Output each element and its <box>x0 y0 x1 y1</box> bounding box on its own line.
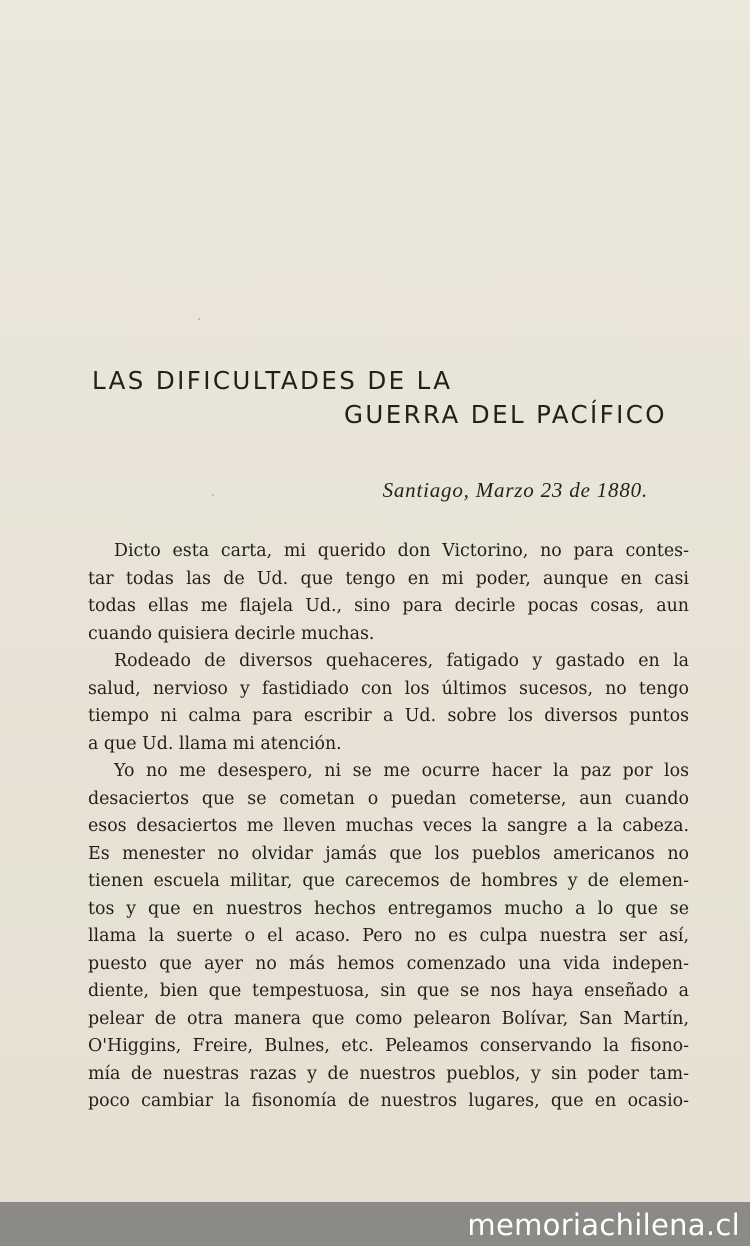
chapter-title-line-1: LAS DIFICULTADES DE LA <box>92 366 453 395</box>
text-line: tos y que en nuestros hechos entregamos mucho a lo que se <box>88 898 689 919</box>
text-line: a que Ud. llama mi atención. <box>88 733 342 754</box>
text-line: Es menester no olvidar jamás que los pueblos americanos no <box>88 843 689 864</box>
text-line: Yo no me desespero, ni se me ocurre hacer la paz por los <box>114 761 689 781</box>
text-line: poco cambiar la fisonomía de nuestros lugares, que en ocasio- <box>88 1091 689 1111</box>
letter-dateline: Santiago, Marzo 23 de 1880. <box>382 478 648 502</box>
text-line: diente, bien que tempestuosa, sin que se nos haya enseñado a <box>88 981 689 1001</box>
text-line: puesto que ayer no más hemos comenzado una vida indepen- <box>88 953 689 974</box>
text-line: desaciertos que se cometan o puedan cometerse, aun cuando <box>88 788 689 809</box>
chapter-title <box>92 364 712 432</box>
letter-body <box>88 538 689 1116</box>
chapter-title-line-2: GUERRA DEL PACÍFICO <box>344 400 667 429</box>
text-line: Rodeado de diversos quehaceres, fatigado y gastado en la <box>114 651 689 671</box>
text-line: todas ellas me flajela Ud., sino para decirle pocas cosas, aun <box>88 596 689 616</box>
text-line: salud, nervioso y fastidiado con los últimos sucesos, no tengo <box>88 678 689 699</box>
paper-speck <box>212 494 214 496</box>
text-line: tienen escuela militar, que carecemos de hombres y de elemen- <box>88 871 689 891</box>
text-line: tiempo ni calma para escribir a Ud. sobre los diversos puntos <box>88 706 689 726</box>
text-line: O'Higgins, Freire, Bulnes, etc. Peleamos conservando la fisono- <box>88 1036 689 1056</box>
text-line: tar todas las de Ud. que tengo en mi poder, aunque en casi <box>88 568 689 589</box>
text-line: llama la suerte o el acaso. Pero no es culpa nuestra ser así, <box>88 926 689 946</box>
text-line: mía de nuestras razas y de nuestros pueblos, y sin poder tam- <box>88 1063 689 1084</box>
paragraph-1 <box>88 538 689 648</box>
text-line: esos desaciertos me lleven muchas veces la sangre a la cabeza. <box>88 816 689 836</box>
paper-speck <box>198 318 200 320</box>
text-line: cuando quisiera decirle muchas. <box>88 623 375 644</box>
site-watermark: memoriachilena.cl <box>467 1208 740 1242</box>
text-line: Dicto esta carta, mi querido don Victorino, no para contes- <box>114 541 689 561</box>
paragraph-2 <box>88 648 689 758</box>
paragraph-3 <box>88 758 689 1116</box>
text-line: pelear de otra manera que como pelearon Bolívar, San Martín, <box>88 1008 689 1029</box>
